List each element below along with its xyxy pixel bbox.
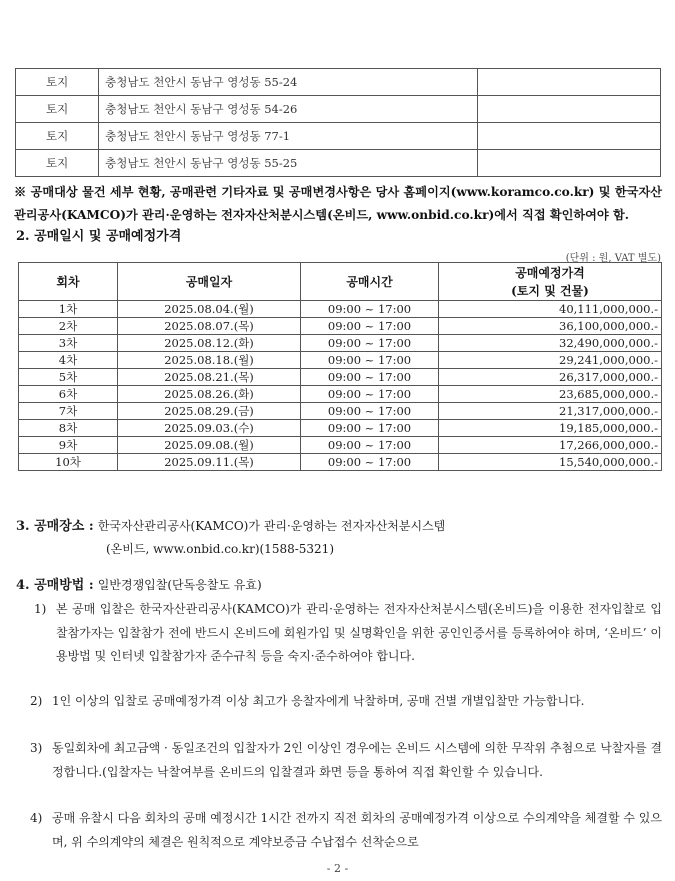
list-item-number: 4) (30, 811, 43, 825)
round-cell: 7차 (19, 403, 118, 420)
list-item-number: 1) (34, 602, 47, 616)
table-row (19, 454, 662, 471)
date-cell: 2025.08.12.(화) (118, 335, 301, 352)
time-cell: 09:00 ~ 17:00 (301, 386, 439, 403)
section-3-line2: (온비드, www.onbid.co.kr)(1588-5321) (106, 542, 334, 556)
property-type: 토지 (16, 96, 99, 123)
date-cell: 2025.08.26.(화) (118, 386, 301, 403)
round-cell: 5차 (19, 369, 118, 386)
time-cell: 09:00 ~ 17:00 (301, 420, 439, 437)
list-item-text: 공매 유찰시 다음 회차의 공매 예정시간 1시간 전까지 직전 회차의 공매예정가격 이상으로 수의계약을 체결할 수 있으며, 위 수의계약의 체결은 원칙적으로 계약보증금 수납접수 선착순으로 (52, 811, 662, 849)
section-4-label: 4. 공매방법 : (16, 578, 94, 593)
unit-note: (단위 : 원, VAT 별도) (565, 253, 661, 264)
price-cell: 40,111,000,000.- (439, 301, 662, 318)
round-cell: 10차 (19, 454, 118, 471)
price-cell: 29,241,000,000.- (439, 352, 662, 369)
header-price-line1: 공매예정가격 (515, 265, 585, 280)
round-cell: 4차 (19, 352, 118, 369)
price-cell: 36,100,000,000.- (439, 318, 662, 335)
table-row (16, 123, 661, 150)
price-cell: 17,266,000,000.- (439, 437, 662, 454)
list-item (30, 807, 662, 854)
date-cell: 2025.09.03.(수) (118, 420, 301, 437)
list-item-text: 1인 이상의 입찰로 공매예정가격 이상 최고가 응찰자에게 낙찰하며, 공매 건별 개별입찰만 가능합니다. (52, 694, 585, 708)
table-row (19, 420, 662, 437)
property-note (478, 96, 661, 123)
table-row (19, 437, 662, 454)
property-type: 토지 (16, 150, 99, 177)
list-item-number: 3) (30, 741, 43, 755)
property-note (478, 123, 661, 150)
table-row (19, 318, 662, 335)
property-note (478, 69, 661, 96)
price-cell: 23,685,000,000.- (439, 386, 662, 403)
date-cell: 2025.09.11.(목) (118, 454, 301, 471)
page-number: - 2 - (326, 862, 349, 875)
section-3-line1: 한국자산관리공사(KAMCO)가 관리·운영하는 전자자산처분시스템 (97, 519, 446, 533)
price-cell: 26,317,000,000.- (439, 369, 662, 386)
time-cell: 09:00 ~ 17:00 (301, 403, 439, 420)
list-item (34, 598, 662, 669)
section-4-value: 일반경쟁입찰(단독응찰도 유효) (97, 578, 262, 592)
property-address: 충청남도 천안시 동남구 영성동 54-26 (99, 96, 478, 123)
property-address: 충청남도 천안시 동남구 영성동 55-24 (99, 69, 478, 96)
round-cell: 6차 (19, 386, 118, 403)
table-row (16, 69, 661, 96)
section-3-label: 3. 공매장소 : (16, 519, 94, 534)
property-note (478, 150, 661, 177)
table-row (19, 335, 662, 352)
round-cell: 8차 (19, 420, 118, 437)
time-cell: 09:00 ~ 17:00 (301, 301, 439, 318)
price-cell: 21,317,000,000.- (439, 403, 662, 420)
header-price (439, 263, 662, 301)
section-4 (16, 574, 262, 597)
time-cell: 09:00 ~ 17:00 (301, 454, 439, 471)
round-cell: 1차 (19, 301, 118, 318)
table-row (19, 369, 662, 386)
price-cell: 19,185,000,000.- (439, 420, 662, 437)
round-cell: 9차 (19, 437, 118, 454)
table-row (19, 301, 662, 318)
time-cell: 09:00 ~ 17:00 (301, 318, 439, 335)
table-row (19, 403, 662, 420)
time-cell: 09:00 ~ 17:00 (301, 335, 439, 352)
time-cell: 09:00 ~ 17:00 (301, 352, 439, 369)
property-address: 충청남도 천안시 동남구 영성동 55-25 (99, 150, 478, 177)
auction-schedule-table (18, 262, 662, 471)
list-item-number: 2) (30, 694, 43, 708)
table-row (19, 386, 662, 403)
property-type: 토지 (16, 123, 99, 150)
table-row (16, 96, 661, 123)
table-row (16, 150, 661, 177)
property-address: 충청남도 천안시 동남구 영성동 77-1 (99, 123, 478, 150)
header-price-line2: (토지 및 건물) (511, 283, 589, 298)
date-cell: 2025.08.29.(금) (118, 403, 301, 420)
notice-text: ※ 공매대상 물건 세부 현황, 공매관련 기타자료 및 공매변경사항은 당사 홈페이지(www.koramco.co.kr) 및 한국자산관리공사(KAMCO)가 관리·운영하는 전자자산처분시스템(온비드, www.onbid.co.kr)에서 직접 확인하여야 함. (14, 185, 662, 222)
price-cell: 15,540,000,000.- (439, 454, 662, 471)
date-cell: 2025.08.21.(목) (118, 369, 301, 386)
property-type: 토지 (16, 69, 99, 96)
list-item-text: 동일회차에 최고금액 · 동일조건의 입찰자가 2인 이상인 경우에는 온비드 시스템에 의한 무작위 추첨으로 낙찰자를 결정합니다.(입찰자는 낙찰여부를 온비드의 입찰결과 화면 등을 통하여 직접 확인할 수 있습니다. (52, 741, 662, 779)
section-2-title: 2. 공매일시 및 공매예정가격 (16, 229, 182, 244)
round-cell: 2차 (19, 318, 118, 335)
time-cell: 09:00 ~ 17:00 (301, 369, 439, 386)
time-cell: 09:00 ~ 17:00 (301, 437, 439, 454)
list-item (30, 737, 662, 784)
list-item (30, 690, 662, 714)
date-cell: 2025.08.18.(월) (118, 352, 301, 369)
date-cell: 2025.08.07.(목) (118, 318, 301, 335)
date-cell: 2025.09.08.(월) (118, 437, 301, 454)
header-round: 회차 (19, 263, 118, 301)
date-cell: 2025.08.04.(월) (118, 301, 301, 318)
header-date: 공매일자 (118, 263, 301, 301)
table-header-row (19, 263, 662, 301)
table-row (19, 352, 662, 369)
header-time: 공매시간 (301, 263, 439, 301)
property-table (15, 68, 661, 177)
price-cell: 32,490,000,000.- (439, 335, 662, 352)
round-cell: 3차 (19, 335, 118, 352)
list-item-text: 본 공매 입찰은 한국자산관리공사(KAMCO)가 관리·운영하는 전자자산처분시스템(온비드)을 이용한 전자입찰로 입찰참가자는 입찰참가 전에 반드시 온비드에 회원가입 및 실명확인을 위한 공인인증서를 등록하여야 하며, ‘온비드’ 이용방법 및 인터넷 입찰참가자 준수규칙 등을 숙지·준수하여야 합니다. (56, 602, 662, 663)
section-3 (16, 515, 445, 538)
